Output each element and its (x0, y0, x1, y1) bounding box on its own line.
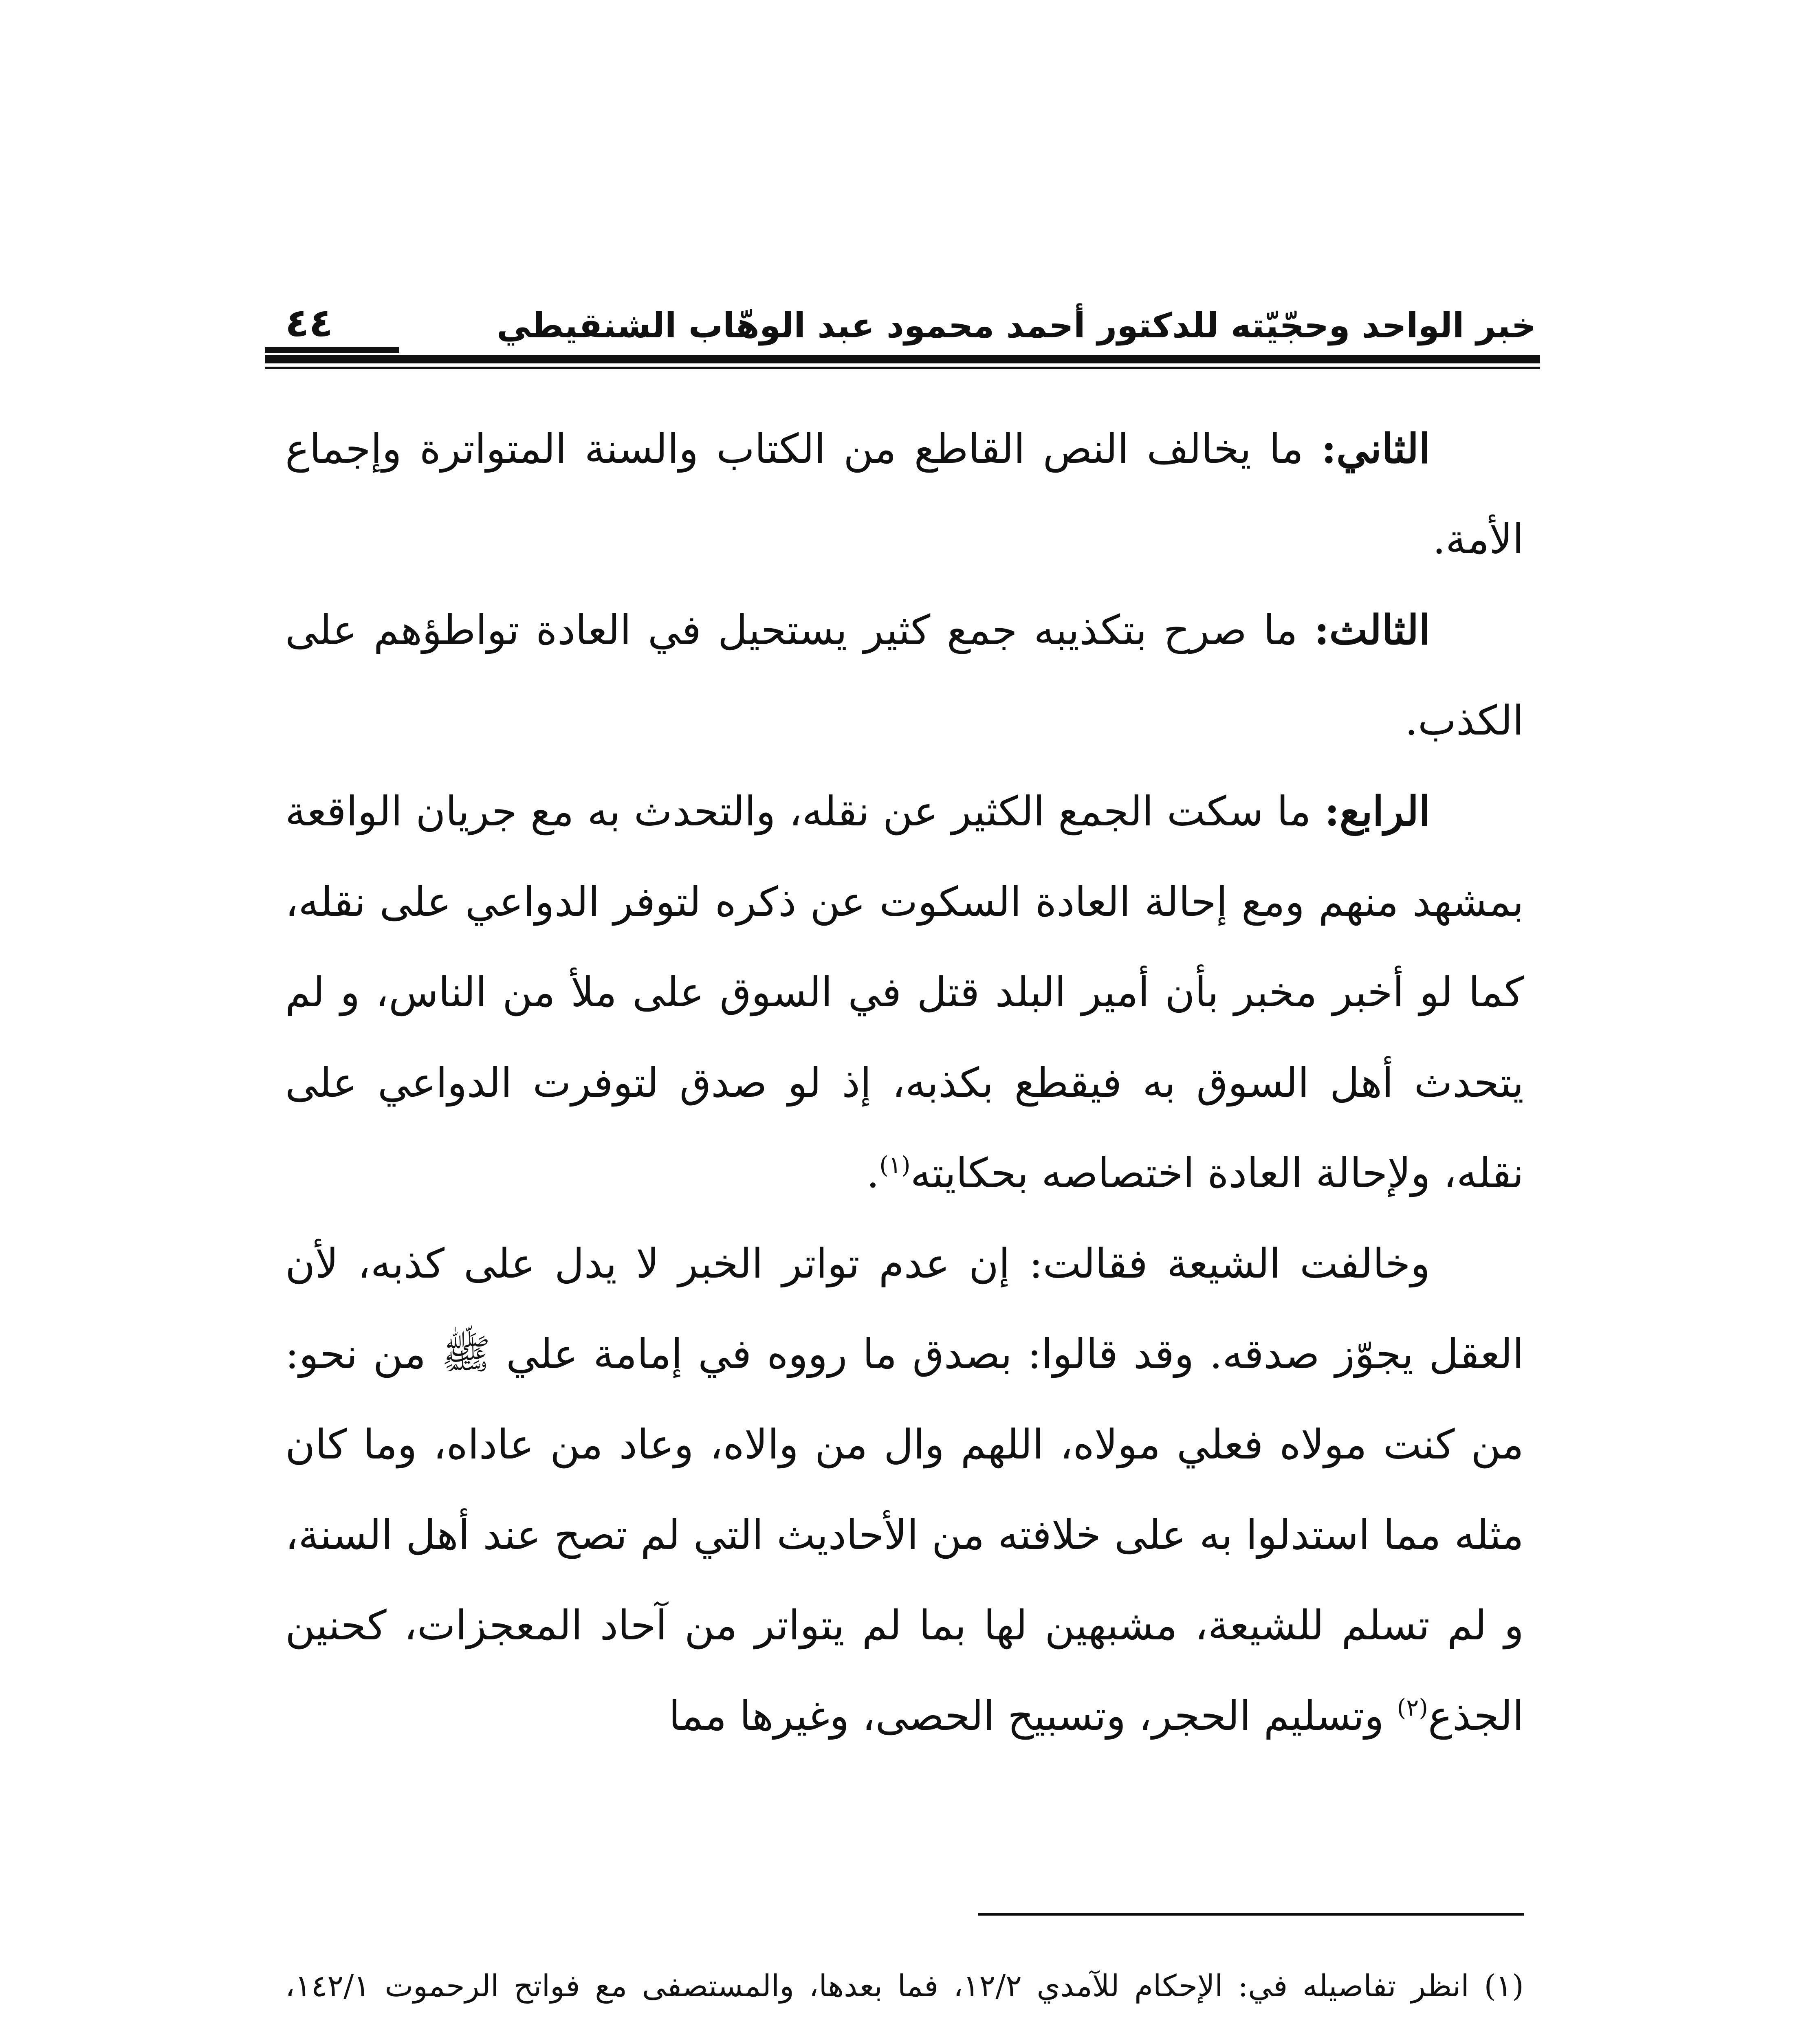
running-header (269, 285, 1536, 346)
footnotes (285, 1951, 1524, 2037)
paragraph-fourth-end: . (866, 1149, 880, 1197)
paragraph-second (285, 403, 1524, 585)
paragraph-second-text: ما يخالف النص القاطع من الكتاب والسنة المتواترة وإجماع الأمة. (285, 425, 1524, 563)
paragraph-fourth-text: ما سكت الجمع الكثير عن نقله، والتحدث به مع جريان الواقعة بمشهد منهم ومع إحالة العادة السكوت عن ذكره لتوفر الدواعي على نقله، كما لو أخبر مخبر بأن أمير البلد قتل في السوق على ملأ من الناس، و لم يتحدث أهل السوق به فيقطع بكذبه، إذ لو صدق لتوفرت الدواعي على نقله، ولإحالة العادة اختصاصه بحكايته (285, 788, 1524, 1197)
footnote-separator (978, 1913, 1524, 1916)
term-fourth: الرابع: (1324, 787, 1430, 835)
paragraph-fourth (285, 766, 1524, 1219)
header-rule-thick (265, 355, 1540, 363)
page-number-underline (265, 347, 399, 353)
term-third: الثالث: (1314, 606, 1430, 654)
paragraph-third-text: ما صرح بتكذيبه جمع كثير يستحيل في العادة تواطؤهم على الكذب. (285, 606, 1524, 744)
paragraph-shia (285, 1219, 1524, 1761)
footnote-ref-1[interactable]: (١) (879, 1151, 911, 1179)
header-rule-thin (265, 367, 1540, 369)
paragraph-shia-text-2: وتسليم الحجر، وتسبيح الحصى، وغيرها مما (669, 1692, 1397, 1740)
body-text (285, 403, 1524, 1761)
footnote-ref-2[interactable]: (٢) (1397, 1694, 1428, 1722)
page-number: ٤٤ (285, 299, 333, 345)
header-title: خبر الواحد وحجّيّته للدكتور أحمد محمود عبد الوهّاب الشنقيطي (496, 306, 1536, 346)
paragraph-third (285, 585, 1524, 766)
term-second: الثاني: (1321, 425, 1430, 473)
footnote-1: (١) انظر تفاصيله في: الإحكام للآمدي ١٢/٢، فما بعدها، والمستصفى مع فواتح الرحموت ١٤٢/١، (285, 1969, 1524, 2004)
paragraph-shia-text-1: وخالفت الشيعة فقالت: إن عدم تواتر الخبر لا يدل على كذبه، لأن العقل يجوّز صدقه. وقد قالوا: بصدق ما رووه في إمامة علي ﷺ من نحو: من كنت مولاه فعلي مولاه، اللهم وال من والاه، وعاد من عاداه، وما كان مثله مما استدلوا به على خلافته من الأحاديث التي لم تصح عند أهل السنة، و لم تسلم للشيعة، مشبهين لها بما لم يتواتر من آحاد المعجزات، كحنين الجذع (285, 1240, 1524, 1740)
